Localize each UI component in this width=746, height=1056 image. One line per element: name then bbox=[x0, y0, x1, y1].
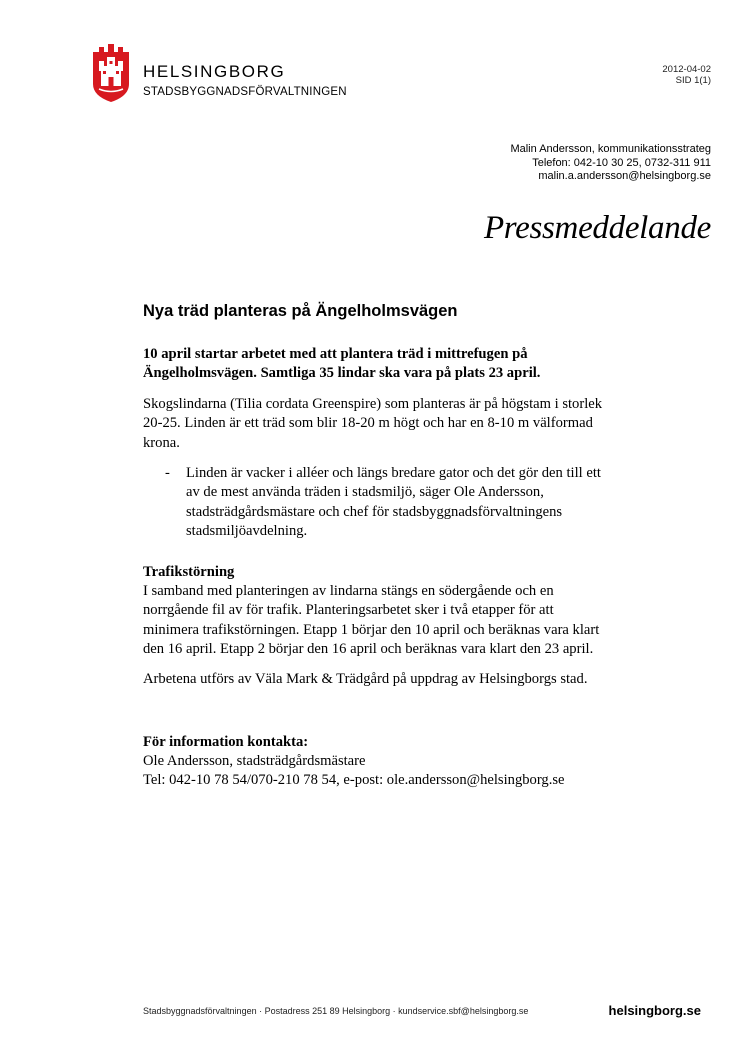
headline: Nya träd planteras på Ängelholmsvägen bbox=[143, 302, 458, 320]
helsingborg-crest-icon bbox=[92, 44, 130, 102]
info-contact-tel: Tel: 042-10 78 54/070-210 78 54, e-post: ole.andersson@helsingborg.se bbox=[143, 772, 565, 788]
org-name: HELSINGBORG bbox=[143, 62, 286, 81]
document-date: 2012-04-02 bbox=[662, 64, 711, 75]
lead-paragraph: 10 april startar arbetet med att plantera träd i mittrefugen på Ängelholmsvägen. Samtliga 35 lindar ska vara på plats 23 april. bbox=[143, 346, 541, 382]
org-department: STADSBYGGNADSFÖRVALTNINGEN bbox=[143, 86, 347, 98]
paragraph-tree-description: Skogslindarna (Tilia cordata Greenspire) som planteras är på högstam i storlek 20-25. Linden är ett träd som blir 18-20 m högt och har en 8-10 m välformad krona. bbox=[143, 396, 603, 451]
footer-url[interactable]: helsingborg.se bbox=[608, 1003, 701, 1018]
document-meta bbox=[662, 64, 711, 86]
traffic-heading: Trafikstörning bbox=[143, 564, 235, 580]
contact-name-title: Malin Andersson, kommunikationsstrateg bbox=[510, 143, 711, 155]
contact-email: malin.a.andersson@helsingborg.se bbox=[538, 170, 711, 182]
contact-block bbox=[510, 143, 711, 184]
quote-text: Linden är vacker i alléer och längs bredare gator och det gör den till ett av de mest använda träden i stadsmiljö, säger Ole Andersson, stadsträdgårdsmästare och chef för stadsbyggnadsförvaltningens stadsmiljöavdelning. bbox=[186, 465, 601, 540]
paragraph-contractor: Arbetena utförs av Väla Mark & Trädgård på uppdrag av Helsingborgs stad. bbox=[143, 671, 588, 687]
info-contact-name: Ole Andersson, stadsträdgårdsmästare bbox=[143, 753, 366, 769]
traffic-paragraph: I samband med planteringen av lindarna stängs en södergående och en norrgående fil av för trafik. Planteringsarbetet sker i två etapper för att minimera trafikstörningen. Etapp 1 börjar den 10 april och beräknas vara klart den 16 april. Etapp 2 börjar den 16 april och beräknas vara klart den 23 april. bbox=[143, 583, 600, 658]
document-type: Pressmeddelande bbox=[483, 210, 711, 246]
quote-dash: - bbox=[165, 465, 170, 481]
footer-address: Stadsbyggnadsförvaltningen · Postadress 251 89 Helsingborg · kundservice.sbf@helsingborg.se bbox=[143, 1006, 529, 1016]
page-number: SID 1(1) bbox=[675, 75, 711, 86]
info-heading: För information kontakta: bbox=[143, 734, 309, 750]
contact-phone: Telefon: 042-10 30 25, 0732-311 911 bbox=[532, 156, 711, 169]
